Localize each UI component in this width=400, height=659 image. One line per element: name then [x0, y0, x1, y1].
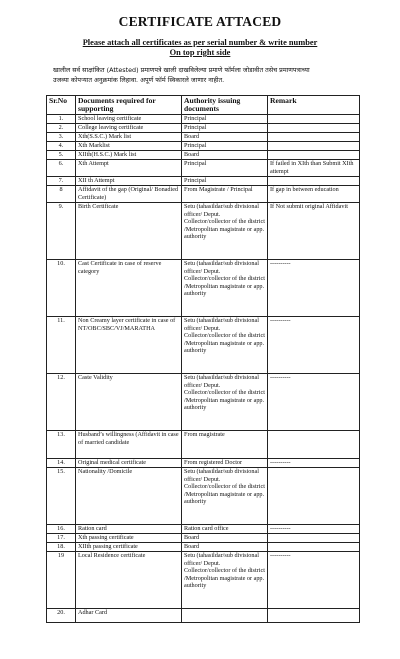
cell-remark: [268, 468, 360, 525]
header-remark: Remark: [268, 96, 360, 115]
cell-remark: ----------: [268, 260, 360, 317]
cell-sr-no: 2.: [47, 124, 76, 133]
cell-remark: If Not submit original Affidavit: [268, 203, 360, 260]
cell-sr-no: 13.: [47, 431, 76, 459]
cell-sr-no: 14.: [47, 459, 76, 468]
cell-sr-no: 18.: [47, 543, 76, 552]
cell-authority: Board: [182, 133, 268, 142]
table-row: [47, 133, 360, 142]
cell-authority: From Magistrate / Principal: [182, 186, 268, 203]
table-row: [47, 177, 360, 186]
cell-authority: From registered Doctor: [182, 459, 268, 468]
table-header-row: [47, 96, 360, 115]
table-row: [47, 525, 360, 534]
cell-document: XIIth(H.S.C.) Mark list: [76, 151, 182, 160]
table-row: [47, 552, 360, 609]
cell-remark: [268, 431, 360, 459]
cell-document: Original medical certificate: [76, 459, 182, 468]
cell-remark: [268, 142, 360, 151]
cell-sr-no: 1.: [47, 115, 76, 124]
cell-authority: Principal: [182, 124, 268, 133]
cell-authority: Board: [182, 151, 268, 160]
cell-authority: Board: [182, 543, 268, 552]
cell-authority: Setu (tahasildar/sub divisional officer/ Deput. Collector/collector of the district /Metropolitan magistrate or app. authority: [182, 203, 268, 260]
cell-remark: If gap in between education: [268, 186, 360, 203]
cell-document: Caste Validity: [76, 374, 182, 431]
cell-remark: ----------: [268, 552, 360, 609]
cell-authority: Principal: [182, 160, 268, 177]
table-row: [47, 115, 360, 124]
table-body: [47, 115, 360, 623]
cell-authority: Setu (tahasildar/sub divisional officer/ Deput. Collector/collector of the district /Metropolitan magistrate or app. authority: [182, 317, 268, 374]
cell-authority: Setu (tahasildar/sub divisional officer/ Deput. Collector/collector of the district /Metropolitan magistrate or app. authority: [182, 468, 268, 525]
table-row: [47, 186, 360, 203]
cell-authority: Setu (tahasildar/sub divisional officer/ Deput. Collector/collector of the district /Metropolitan magistrate or app. authority: [182, 552, 268, 609]
table-row: [47, 142, 360, 151]
cell-document: Nationality /Domicile: [76, 468, 182, 525]
table-row: [47, 609, 360, 623]
cell-sr-no: 16.: [47, 525, 76, 534]
cell-remark: If failed in XIth than Submit XIth attempt: [268, 160, 360, 177]
header-sr-no: Sr.No: [47, 96, 76, 115]
document-title: CERTIFICATE ATTACED: [118, 14, 282, 29]
cell-document: Xth Attempt: [76, 160, 182, 177]
cell-remark: [268, 133, 360, 142]
cell-authority: [182, 609, 268, 623]
cell-authority: Setu (tahasildar/sub divisional officer/ Deput. Collector/collector of the district /Metropolitan magistrate or app. authority: [182, 260, 268, 317]
header-documents: Documents required for supporting: [76, 96, 182, 115]
cell-document: Non Creamy layer certificate in case of NT/OBC/SBC/VJ/MARATHA: [76, 317, 182, 374]
cell-remark: ----------: [268, 317, 360, 374]
cell-sr-no: 6.: [47, 160, 76, 177]
cell-sr-no: 5.: [47, 151, 76, 160]
cell-sr-no: 20.: [47, 609, 76, 623]
cell-sr-no: 9.: [47, 203, 76, 260]
cell-sr-no: 8: [47, 186, 76, 203]
table-row: [47, 459, 360, 468]
cell-authority: Principal: [182, 115, 268, 124]
cell-document: Xth passing certificate: [76, 534, 182, 543]
table-row: [47, 203, 360, 260]
table-row: [47, 317, 360, 374]
cell-document: XII th Attempt: [76, 177, 182, 186]
cell-remark: ----------: [268, 459, 360, 468]
instruction-line-1: Please attach all certificates as per serial number & write number: [82, 38, 318, 47]
marathi-instruction-line-1: खालील सर्व साक्षांकित (Attested) प्रमाणपत्रे खाली दाखविलेल्या प्रमाणे फॉर्मला जोडावीत तसेच प्रमाणपत्राच्या: [53, 66, 310, 74]
cell-document: Xth(S.S.C.) Mark list: [76, 133, 182, 142]
marathi-instruction-line-2: उजव्या कोपऱ्यात अनुक्रमांक लिहावा. अपूर्ण फॉर्म स्विकारले जाणार नाहीत.: [53, 76, 225, 84]
cell-authority: Principal: [182, 177, 268, 186]
cell-document: Husband’s willingness (Affidavit in case of married candidate: [76, 431, 182, 459]
cell-authority: Ration card office: [182, 525, 268, 534]
cell-remark: ----------: [268, 374, 360, 431]
cell-sr-no: 19: [47, 552, 76, 609]
cell-document: Xth Marklist: [76, 142, 182, 151]
cell-document: Affidavit of the gap (Original/ Bonadied Certificate): [76, 186, 182, 203]
cell-document: College leaving certificate: [76, 124, 182, 133]
cell-remark: [268, 151, 360, 160]
table-row: [47, 374, 360, 431]
cell-remark: [268, 124, 360, 133]
cell-remark: [268, 177, 360, 186]
table-row: [47, 534, 360, 543]
cell-sr-no: 4.: [47, 142, 76, 151]
table-row: [47, 160, 360, 177]
cell-sr-no: 10.: [47, 260, 76, 317]
cell-document: Cast Certificate in case of reserve category: [76, 260, 182, 317]
cell-document: Ration card: [76, 525, 182, 534]
table-row: [47, 124, 360, 133]
cell-authority: Setu (tahasildar/sub divisional officer/ Deput. Collector/collector of the district /Metropolitan magistrate or app. authority: [182, 374, 268, 431]
table-row: [47, 431, 360, 459]
table-row: [47, 260, 360, 317]
table-row: [47, 543, 360, 552]
cell-authority: Principal: [182, 142, 268, 151]
table-row: [47, 151, 360, 160]
cell-sr-no: 12.: [47, 374, 76, 431]
cell-authority: Board: [182, 534, 268, 543]
cell-document: School leaving certificate: [76, 115, 182, 124]
cell-remark: [268, 609, 360, 623]
certificates-table: [46, 95, 360, 623]
cell-sr-no: 7.: [47, 177, 76, 186]
header-authority: Authority issuing documents: [182, 96, 268, 115]
cell-remark: [268, 115, 360, 124]
cell-remark: [268, 534, 360, 543]
cell-document: XIIth passing certificate: [76, 543, 182, 552]
instruction-line-2: On top right side: [169, 48, 231, 57]
cell-remark: [268, 543, 360, 552]
cell-sr-no: 3.: [47, 133, 76, 142]
cell-sr-no: 17.: [47, 534, 76, 543]
cell-sr-no: 11.: [47, 317, 76, 374]
cell-sr-no: 15.: [47, 468, 76, 525]
cell-document: Local Residence certificate: [76, 552, 182, 609]
cell-document: Birth Certificate: [76, 203, 182, 260]
cell-remark: ----------: [268, 525, 360, 534]
cell-document: Adhar Card: [76, 609, 182, 623]
table-row: [47, 468, 360, 525]
cell-authority: From magistrate: [182, 431, 268, 459]
